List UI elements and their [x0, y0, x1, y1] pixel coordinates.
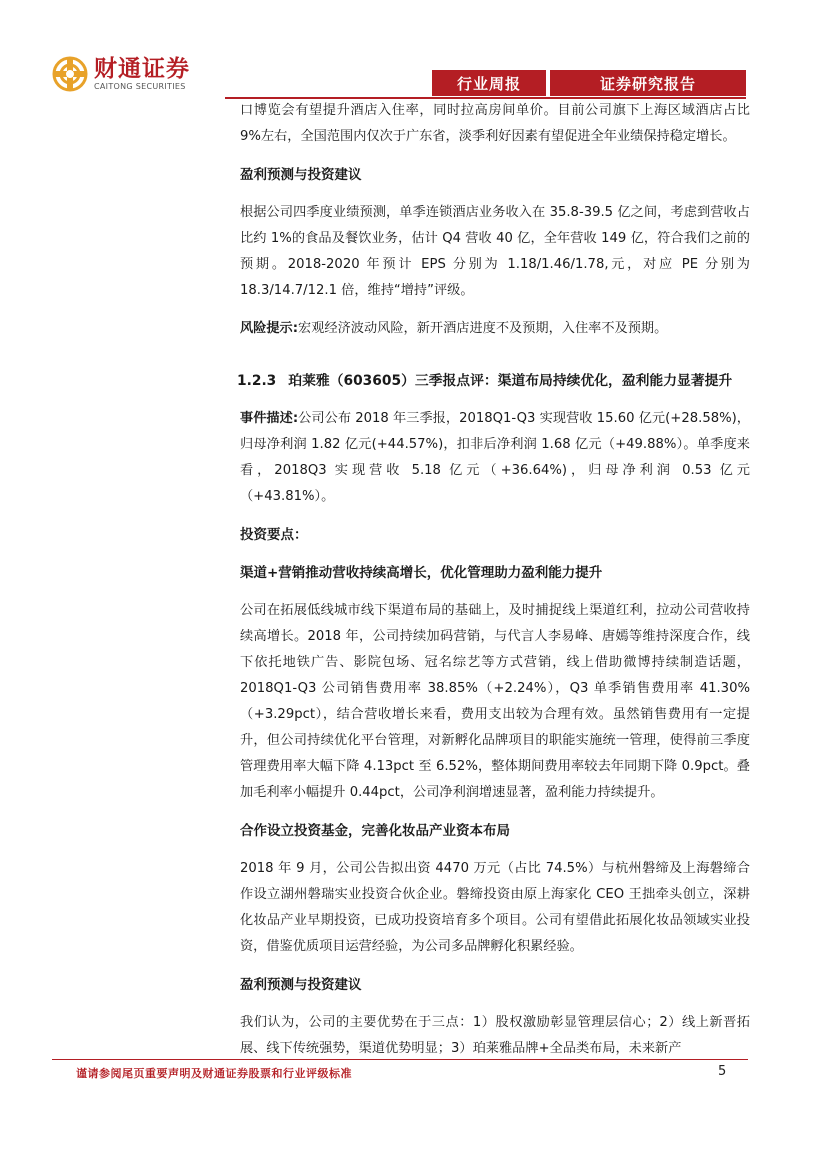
page-number: 5	[718, 1064, 727, 1079]
event-label: 事件描述:	[240, 411, 299, 426]
report-type-tag: 行业周报	[432, 70, 546, 96]
risk-text: 宏观经济波动风险，新开酒店进度不及预期，入住率不及预期。	[298, 321, 668, 336]
logo-chinese-name: 财通证券	[94, 55, 190, 82]
fund-heading: 合作设立投资基金，完善化妆品产业资本布局	[240, 823, 510, 839]
section-title: 珀莱雅（603605）三季报点评：渠道布局持续优化，盈利能力显著提升	[288, 373, 733, 389]
company-logo	[52, 56, 212, 92]
risk-paragraph	[240, 316, 750, 342]
risk-label: 风险提示:	[240, 321, 299, 336]
footer-disclaimer: 谨请参阅尾页重要声明及财通证券股票和行业评级标准	[76, 1067, 352, 1080]
caitong-logo-icon	[52, 56, 88, 92]
investment-points-heading: 投资要点：	[240, 527, 308, 543]
report-body	[237, 98, 750, 1062]
logo-english-name: CAITONG SECURITIES	[94, 82, 186, 91]
forecast-paragraph-2: 我们认为，公司的主要优势在于三点：1）股权激励彰显管理层信心；2）线上新晋拓展、线下传统强势，渠道优势明显；3）珀莱雅品牌+全品类布局，未来新产	[240, 1015, 750, 1056]
fund-paragraph: 2018 年 9 月，公司公告拟出资 4470 万元（占比 74.5%）与杭州磐缔及上海磐缔合作设立湖州磐瑞实业投资合伙企业。磐缔投资由原上海家化 CEO 王拙牵头创立，深耕化妆品产业早期投资，已成功投资培育多个项目。公司有望借此拓展化妆品领域实业投资，借鉴优质项目运营经验，为公司多品牌孵化积累经验。	[240, 861, 750, 954]
forecast-paragraph-1: 根据公司四季度业绩预测，单季连锁酒店业务收入在 35.8-39.5 亿之间，考虑到营收占比约 1%的食品及餐饮业务，估计 Q4 营收 40 亿，全年营收 149 亿，符合我们之前的预期。2018-2020 年预计 EPS 分别为 1.18/1.46/1.78,元，对应 PE 分别为 18.3/14.7/12.1 倍，维持“增持”评级。	[240, 205, 750, 298]
channel-heading: 渠道+营销推动营收持续高增长，优化管理助力盈利能力提升	[240, 565, 603, 581]
forecast-heading-2: 盈利预测与投资建议	[240, 977, 362, 993]
intro-paragraph: 口博览会有望提升酒店入住率，同时拉高房间单价。目前公司旗下上海区域酒店占比 9%左右，全国范围内仅次于广东省，淡季利好因素有望促进全年业绩保持稳定增长。	[240, 103, 750, 144]
footer-divider	[52, 1059, 748, 1060]
event-text: 公司公布 2018 年三季报，2018Q1-Q3 实现营收 15.60 亿元(+28.58%)，归母净利润 1.82 亿元(+44.57%)，扣非后净利润 1.68 亿元（+49.88%）。单季度来看，2018Q3 实现营收 5.18 亿元（+36.64%)，归母净利润 0.53 亿元（+43.81%）。	[240, 411, 750, 504]
event-paragraph	[240, 406, 750, 510]
channel-paragraph: 公司在拓展低线城市线下渠道布局的基础上，及时捕捉线上渠道红利，拉动公司营收持续高增长。2018 年，公司持续加码营销，与代言人李易峰、唐嫣等维持深度合作，线下依托地铁广告、影院包场、冠名综艺等方式营销，线上借助微博持续制造话题， 2018Q1-Q3 公司销售费用率 38.85%（+2.24%），Q3 单季销售费用率 41.30%（+3.29pct），结合营收增长来看，费用支出较为合理有效。虽然销售费用有一定提升，但公司持续优化平台管理，对新孵化品牌项目的职能实施统一管理，使得前三季度管理费用率大幅下降 4.13pct 至 6.52%，整体期间费用率较去年同期下降 0.9pct。叠加毛利率小幅提升 0.44pct，公司净利润增速显著，盈利能力持续提升。	[240, 603, 750, 800]
section-heading	[237, 368, 750, 394]
page-header	[0, 0, 827, 100]
forecast-heading-1: 盈利预测与投资建议	[240, 167, 362, 183]
section-number: 1.2.3	[237, 373, 277, 389]
report-category-tag: 证券研究报告	[550, 70, 746, 96]
